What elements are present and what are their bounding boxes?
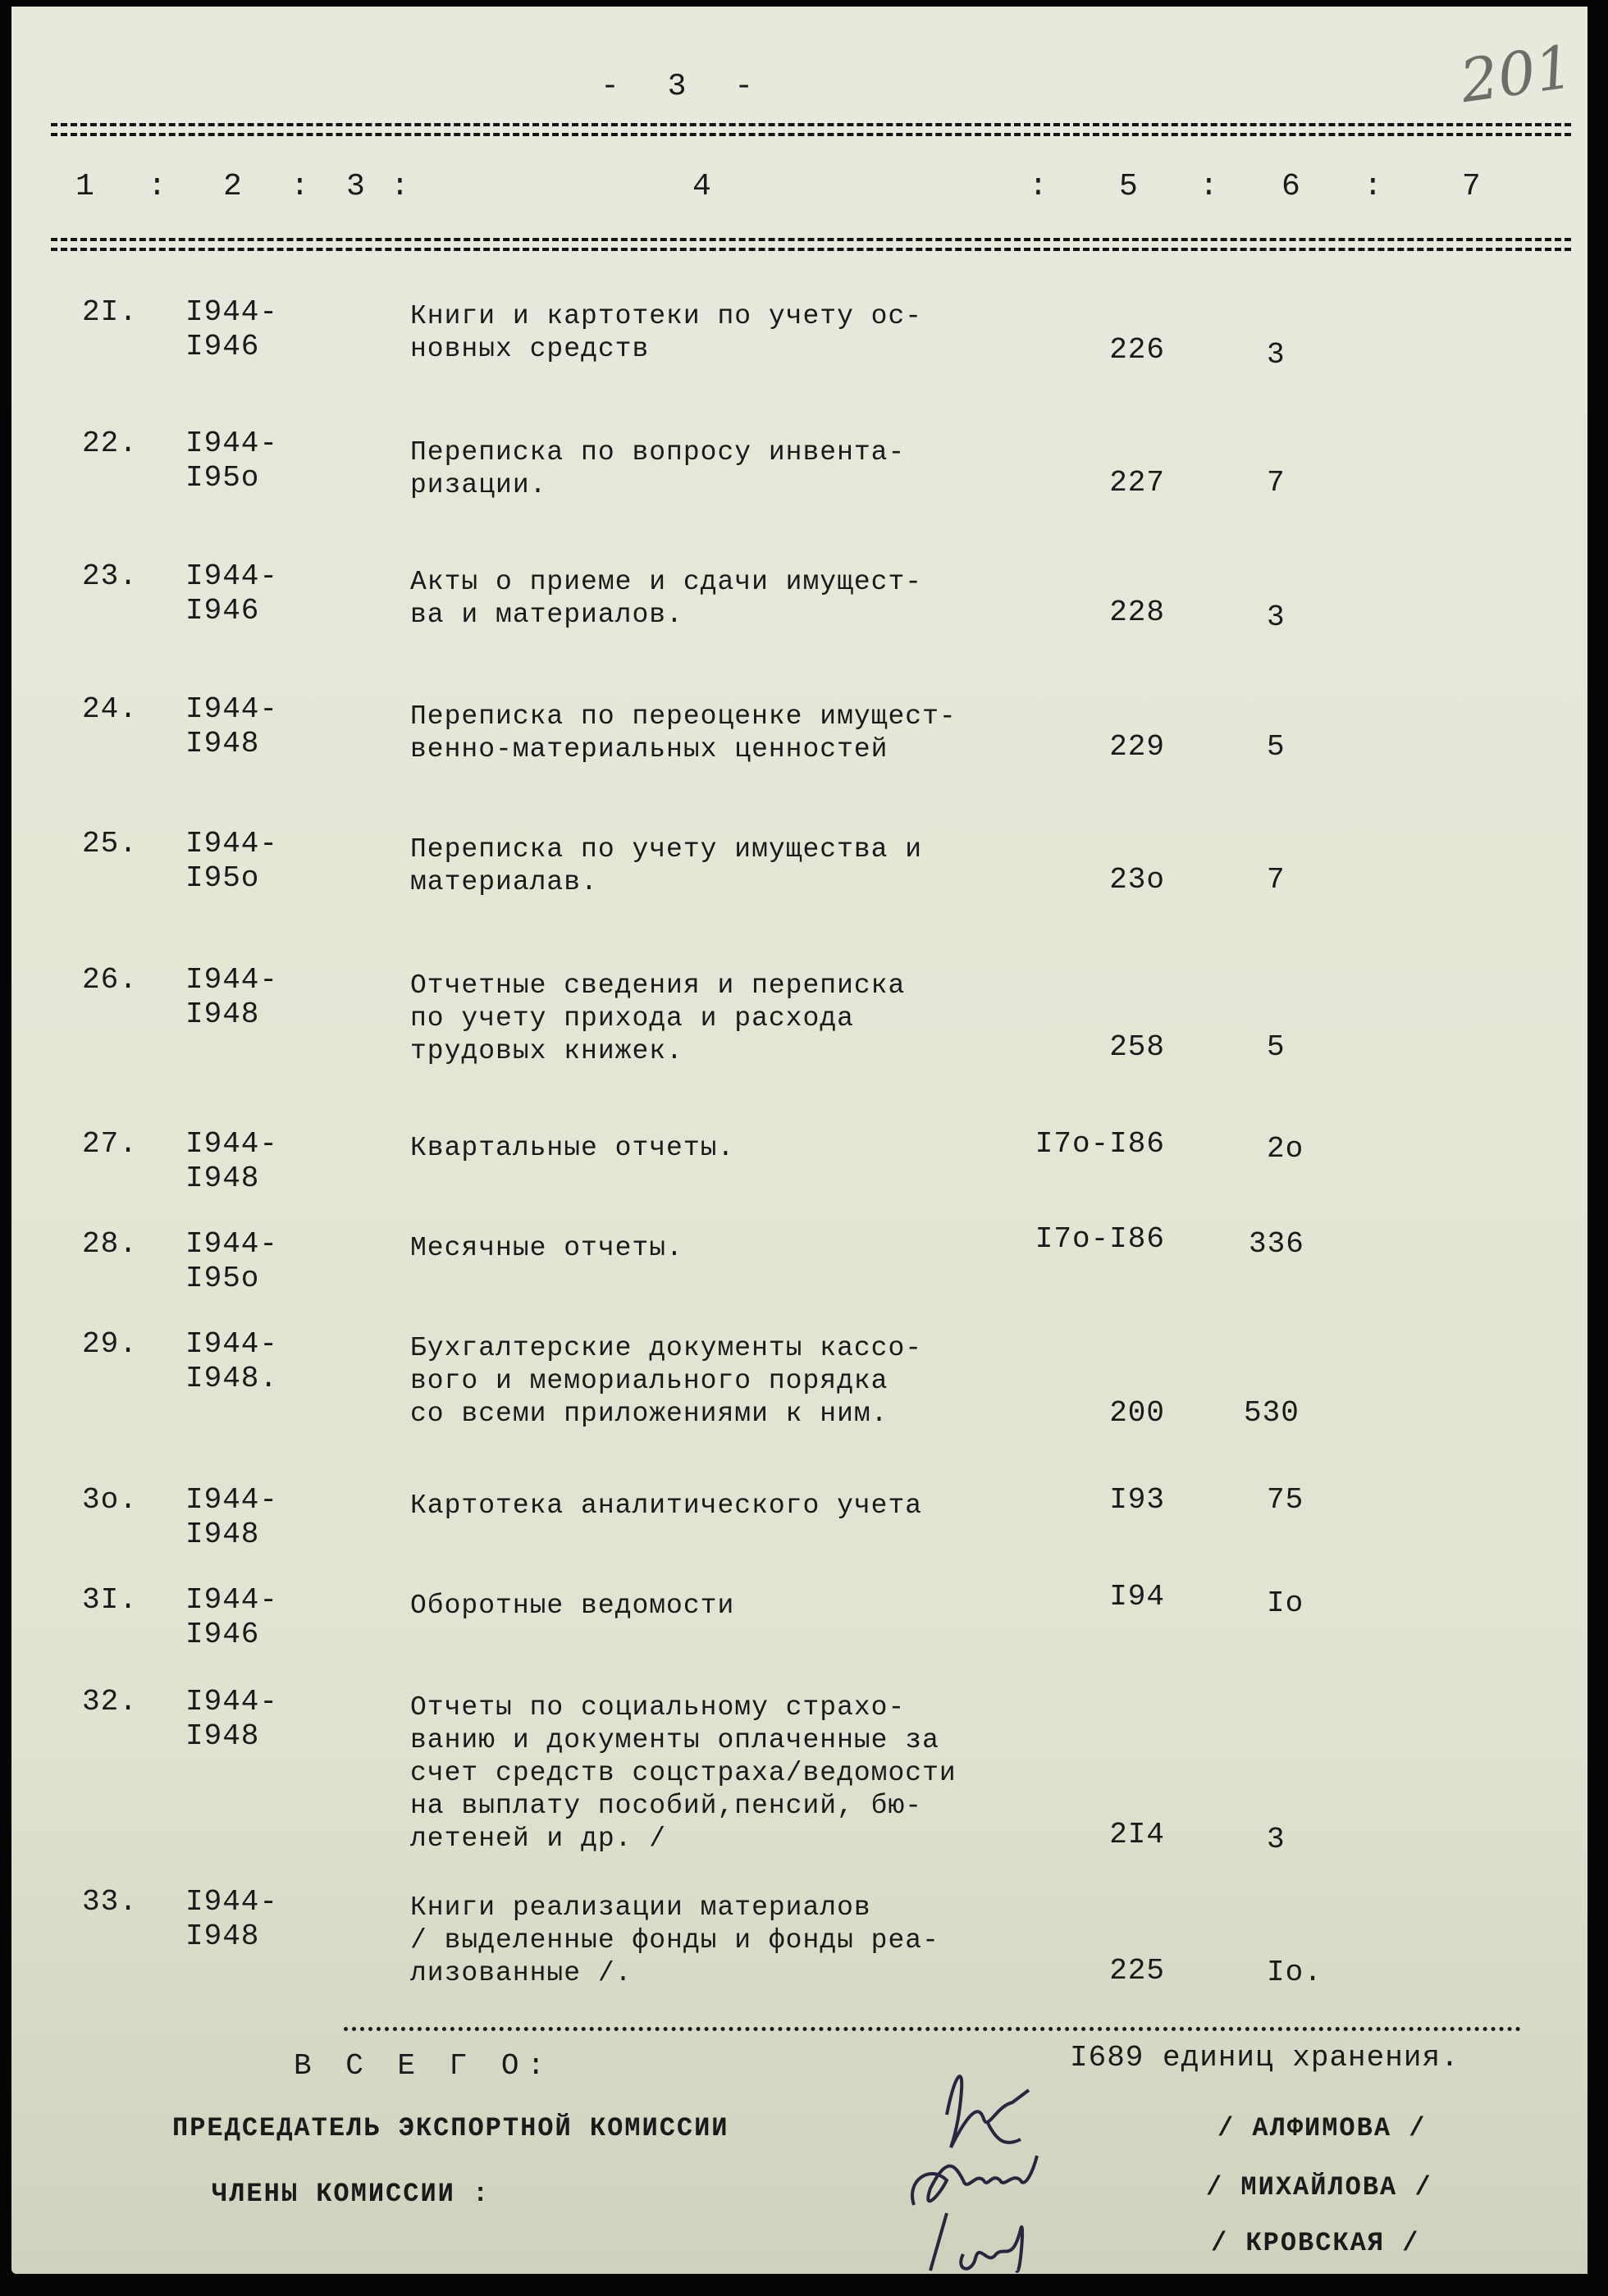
signature-krovskaya bbox=[930, 2213, 1022, 2271]
row-number: 2I. bbox=[82, 295, 138, 329]
row-description bbox=[410, 701, 957, 766]
signature-mikhaylova bbox=[912, 2156, 1037, 2205]
row-years bbox=[185, 295, 278, 364]
row-number: 22. bbox=[82, 427, 138, 460]
row-number: 3o. bbox=[82, 1483, 138, 1517]
desc-line: Отчетные сведения и переписка bbox=[410, 970, 906, 1001]
row-column-6: 5 bbox=[1267, 1030, 1286, 1064]
row-years bbox=[185, 427, 278, 495]
desc-line: Оборотные ведомости bbox=[410, 1591, 735, 1621]
column-header-4: 4 bbox=[692, 169, 712, 204]
chairman-label: ПРЕДСЕДАТЕЛЬ ЭКСПОРТНОЙ КОМИССИИ bbox=[172, 2113, 729, 2143]
row-years bbox=[185, 1583, 278, 1652]
year-end: I946 bbox=[185, 594, 260, 628]
total-label: В С Е Г О: bbox=[294, 2049, 554, 2083]
year-end: I948. bbox=[185, 1362, 279, 1395]
year-end: I95o bbox=[185, 861, 260, 895]
desc-line: Квартальные отчеты. bbox=[410, 1133, 735, 1163]
year-start: I944- bbox=[185, 963, 279, 997]
signatory-name: / МИХАЙЛОВА / bbox=[1206, 2172, 1432, 2202]
row-column-5: 200 bbox=[1109, 1396, 1165, 1430]
row-column-5: 228 bbox=[1109, 596, 1165, 629]
year-start: I944- bbox=[185, 1227, 279, 1261]
total-value: I689 единиц хранения. bbox=[1070, 2041, 1460, 2075]
column-separator: : bbox=[391, 169, 410, 204]
row-column-5: I7o-I86 bbox=[1035, 1127, 1165, 1161]
row-years bbox=[185, 1227, 278, 1296]
row-column-5: I93 bbox=[1109, 1483, 1165, 1517]
year-end: I946 bbox=[185, 330, 260, 363]
row-number: 3I. bbox=[82, 1583, 138, 1617]
desc-line: вого и мемориального порядка bbox=[410, 1366, 889, 1396]
row-description bbox=[410, 566, 922, 632]
desc-line: материалав. bbox=[410, 867, 598, 897]
desc-line: Картотека аналитического учета bbox=[410, 1490, 923, 1521]
desc-line: ванию и документы оплаченные за bbox=[410, 1725, 939, 1755]
total-separator-line bbox=[344, 2027, 1521, 2038]
signature-alfimova bbox=[947, 2076, 1029, 2148]
column-separator: : bbox=[148, 169, 167, 204]
desc-line: Отчеты по социальному страхо- bbox=[410, 1692, 906, 1723]
desc-line: летеней и др. / bbox=[410, 1824, 667, 1854]
row-column-6: 7 bbox=[1267, 466, 1286, 500]
header-double-rule-bottom bbox=[51, 238, 1571, 251]
row-years bbox=[185, 1483, 278, 1552]
desc-line: Книги и картотеки по учету ос- bbox=[410, 301, 923, 331]
row-years bbox=[185, 1327, 278, 1396]
row-column-6: 75 bbox=[1267, 1483, 1304, 1517]
row-column-5: 23o bbox=[1109, 863, 1165, 897]
row-years bbox=[185, 1885, 278, 1954]
desc-line: ризации. bbox=[410, 470, 547, 500]
year-start: I944- bbox=[185, 295, 279, 329]
row-years bbox=[185, 1685, 278, 1754]
members-label: ЧЛЕНЫ КОМИССИИ : bbox=[212, 2179, 491, 2209]
year-start: I944- bbox=[185, 559, 279, 593]
column-header-5: 5 bbox=[1119, 169, 1139, 204]
row-description bbox=[410, 1691, 957, 1856]
row-column-6: 5 bbox=[1267, 730, 1286, 764]
column-separator: : bbox=[1029, 169, 1048, 204]
row-number: 26. bbox=[82, 963, 138, 997]
row-description bbox=[410, 1590, 734, 1623]
desc-line: Переписка по учету имущества и bbox=[410, 834, 923, 865]
row-number: 28. bbox=[82, 1227, 138, 1261]
desc-line: со всеми приложениями к ним. bbox=[410, 1399, 889, 1429]
column-separator: : bbox=[1199, 169, 1219, 204]
year-end: I948 bbox=[185, 727, 260, 760]
row-description bbox=[410, 1892, 939, 1990]
desc-line: Акты о приеме и сдачи имущест- bbox=[410, 567, 923, 597]
desc-line: Книги реализации материалов bbox=[410, 1892, 871, 1923]
row-column-6: 7 bbox=[1267, 863, 1286, 897]
signatory-name: / АЛФИМОВА / bbox=[1217, 2113, 1427, 2143]
desc-line: по учету прихода и расхода bbox=[410, 1003, 854, 1034]
year-start: I944- bbox=[185, 1327, 279, 1361]
desc-line: лизованные /. bbox=[410, 1958, 633, 1988]
row-years bbox=[185, 827, 278, 896]
row-column-6: Io. bbox=[1267, 1956, 1322, 1989]
row-column-5: I94 bbox=[1109, 1580, 1165, 1614]
year-start: I944- bbox=[185, 427, 279, 460]
row-number: 32. bbox=[82, 1685, 138, 1719]
column-header-3: 3 bbox=[346, 169, 366, 204]
year-end: I948 bbox=[185, 997, 260, 1031]
row-description bbox=[410, 1132, 734, 1165]
archive-sheet-number: 201 bbox=[1455, 31, 1578, 116]
row-description bbox=[410, 1232, 683, 1265]
page-number: - 3 - bbox=[601, 69, 769, 104]
year-start: I944- bbox=[185, 692, 279, 726]
year-end: I946 bbox=[185, 1618, 260, 1651]
desc-line: Переписка по вопросу инвента- bbox=[410, 437, 906, 468]
year-start: I944- bbox=[185, 1685, 279, 1719]
column-separator: : bbox=[1364, 169, 1383, 204]
document-page bbox=[11, 7, 1587, 2274]
row-number: 27. bbox=[82, 1127, 138, 1161]
row-years bbox=[185, 963, 278, 1032]
year-end: I948 bbox=[185, 1162, 260, 1195]
header-double-rule-top bbox=[51, 123, 1571, 136]
desc-line: трудовых книжек. bbox=[410, 1036, 683, 1066]
year-start: I944- bbox=[185, 827, 279, 860]
row-description bbox=[410, 970, 905, 1068]
signatory-name: / КРОВСКАЯ / bbox=[1211, 2228, 1420, 2258]
row-number: 24. bbox=[82, 692, 138, 726]
year-start: I944- bbox=[185, 1583, 279, 1617]
row-number: 23. bbox=[82, 559, 138, 593]
row-years bbox=[185, 692, 278, 761]
column-header-6: 6 bbox=[1281, 169, 1301, 204]
year-start: I944- bbox=[185, 1483, 279, 1517]
handwritten-signatures bbox=[898, 2057, 1111, 2279]
row-column-5: 227 bbox=[1109, 466, 1165, 500]
desc-line: на выплату пособий,пенсий, бю- bbox=[410, 1791, 923, 1821]
row-description bbox=[410, 300, 922, 366]
row-column-6: 3 bbox=[1267, 1823, 1286, 1856]
desc-line: Переписка по переоценке имущест- bbox=[410, 701, 957, 732]
row-column-5: I7o-I86 bbox=[1035, 1222, 1165, 1256]
row-description bbox=[410, 436, 905, 502]
desc-line: новных средств bbox=[410, 334, 650, 364]
year-end: I948 bbox=[185, 1719, 260, 1753]
row-description bbox=[410, 1332, 922, 1431]
row-column-6: 530 bbox=[1244, 1396, 1300, 1430]
column-separator: : bbox=[290, 169, 310, 204]
year-end: I948 bbox=[185, 1518, 260, 1551]
desc-line: Бухгалтерские документы кассо- bbox=[410, 1333, 923, 1363]
row-description bbox=[410, 833, 922, 899]
row-description bbox=[410, 1490, 922, 1522]
year-end: I948 bbox=[185, 1919, 260, 1953]
row-column-5: 2I4 bbox=[1109, 1818, 1165, 1851]
row-column-6: Io bbox=[1267, 1586, 1304, 1620]
column-header-2: 2 bbox=[223, 169, 243, 204]
row-number: 29. bbox=[82, 1327, 138, 1361]
column-header-7: 7 bbox=[1462, 169, 1482, 204]
desc-line: Месячные отчеты. bbox=[410, 1233, 683, 1263]
row-column-5: 226 bbox=[1109, 333, 1165, 367]
row-column-6: 2o bbox=[1267, 1132, 1304, 1166]
desc-line: счет средств соцстраха/ведомости bbox=[410, 1758, 957, 1788]
column-header-1: 1 bbox=[75, 169, 95, 204]
row-column-6: 3 bbox=[1267, 600, 1286, 634]
year-start: I944- bbox=[185, 1127, 279, 1161]
row-column-6: 336 bbox=[1249, 1227, 1304, 1261]
desc-line: / выделенные фонды и фонды реа- bbox=[410, 1925, 939, 1956]
row-number: 25. bbox=[82, 827, 138, 860]
row-column-5: 225 bbox=[1109, 1954, 1165, 1988]
row-years bbox=[185, 559, 278, 628]
row-column-5: 258 bbox=[1109, 1030, 1165, 1064]
year-end: I95o bbox=[185, 1262, 260, 1295]
row-column-6: 3 bbox=[1267, 338, 1286, 372]
row-years bbox=[185, 1127, 278, 1196]
year-end: I95o bbox=[185, 461, 260, 495]
row-number: 33. bbox=[82, 1885, 138, 1919]
year-start: I944- bbox=[185, 1885, 279, 1919]
desc-line: ва и материалов. bbox=[410, 600, 683, 630]
row-column-5: 229 bbox=[1109, 730, 1165, 764]
desc-line: венно-материальных ценностей bbox=[410, 734, 889, 765]
